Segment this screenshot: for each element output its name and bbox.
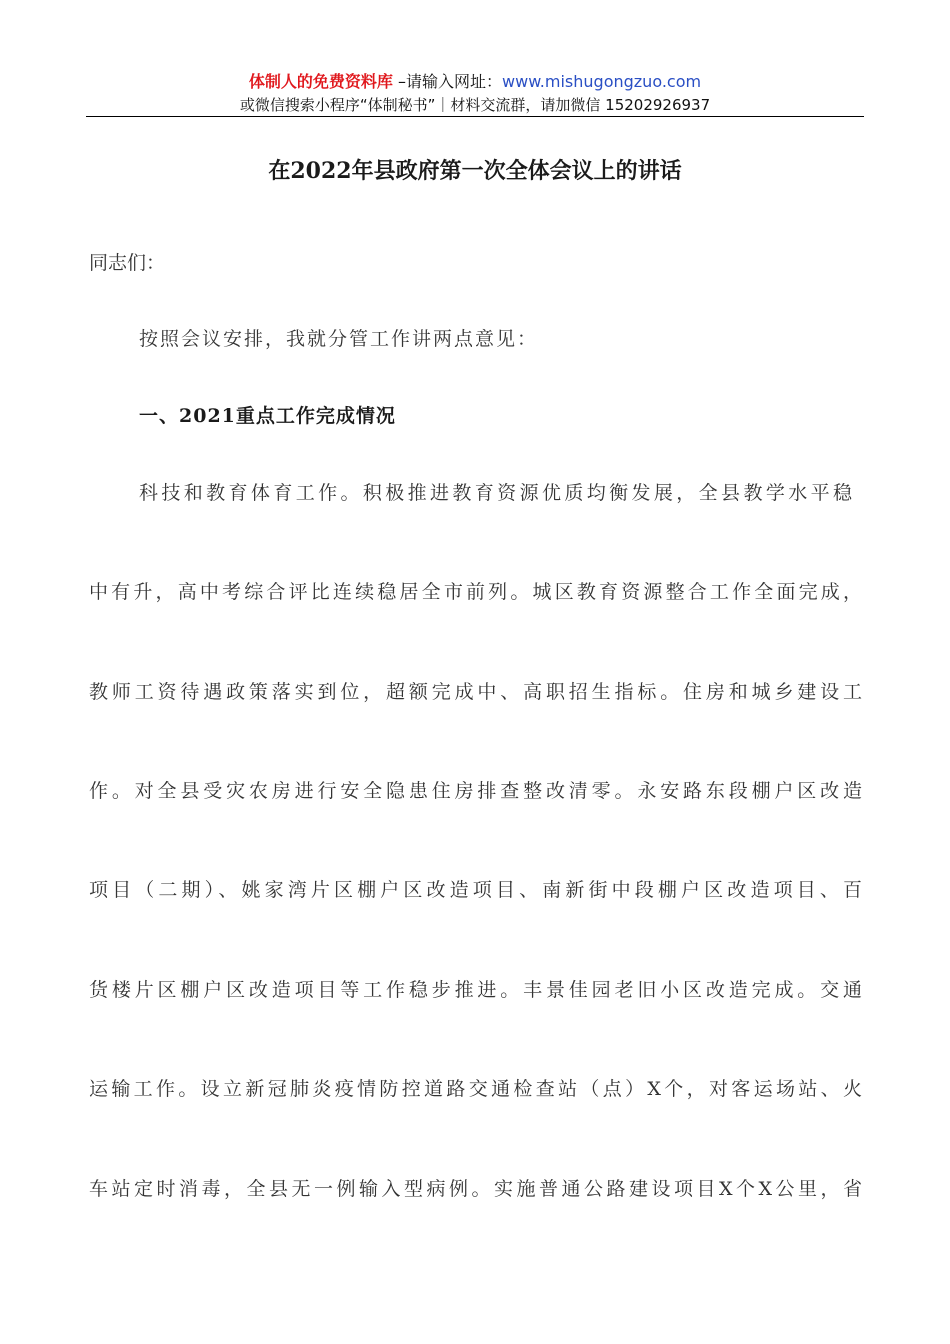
salutation: 同志们：: [89, 252, 166, 274]
header-promo-line: [86, 70, 864, 94]
page-header: [86, 70, 864, 116]
body-line: 作。对全县受灾农房进行安全隐患住房排查整改清零。永安路东段棚户区改造: [89, 780, 862, 802]
body-line: 货楼片区棚户区改造项目等工作稳步推进。丰景佳园老旧小区改造完成。交通: [89, 979, 862, 1001]
header-divider: [86, 116, 864, 117]
body-line: 车站定时消毒，全县无一例输入型病例。实施普通公路建设项目X个X公里，省: [89, 1178, 862, 1200]
body-line: 中有升，高中考综合评比连续稳居全市前列。城区教育资源整合工作全面完成，: [89, 581, 862, 603]
url-prompt: –请输入网址：: [392, 72, 503, 91]
body-line: 科技和教育体育工作。积极推进教育资源优质均衡发展，全县教学水平稳: [139, 482, 852, 504]
brand-name: 体制人的免费资料库: [248, 72, 393, 91]
section-heading: 一、2021重点工作完成情况: [139, 405, 396, 427]
website-link[interactable]: www.mishugongzuo.com: [502, 72, 702, 91]
body-line: 运输工作。设立新冠肺炎疫情防控道路交通检查站（点）X个，对客运场站、火: [89, 1078, 862, 1100]
intro-paragraph: 按照会议安排，我就分管工作讲两点意见：: [139, 328, 539, 350]
header-contact-line: 或微信搜索小程序“体制秘书”｜材料交流群，请加微信 15202926937: [239, 96, 711, 114]
body-line: 项目（二期）、姚家湾片区棚户区改造项目、南新街中段棚户区改造项目、百: [89, 879, 862, 901]
body-line: 教师工资待遇政策落实到位，超额完成中、高职招生指标。住房和城乡建设工: [89, 681, 862, 703]
document-title: 在2022年县政府第一次全体会议上的讲话: [268, 158, 682, 184]
